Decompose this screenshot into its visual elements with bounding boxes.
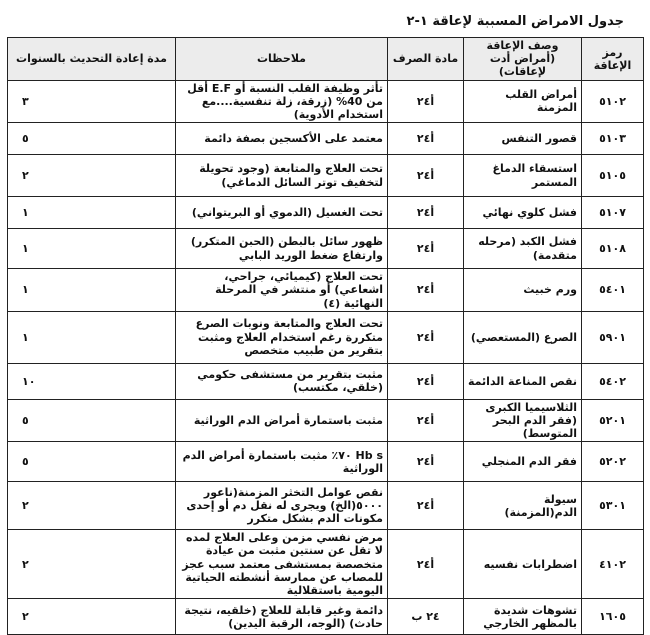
cell-description: فشل الكبد (مرحله متقدمة) [464, 229, 582, 269]
cell-notes: تحت العلاج والمتابعة ونوبات الصرع متكررة رغم استخدام العلاج ومثبت بتقرير من طبيب متخصص [176, 311, 388, 363]
table-row [8, 197, 644, 229]
cell-expense: أ٢٤ [388, 399, 464, 442]
cell-description: الثلاسيميا الكبرى (فقر الدم البحر المتوسط) [464, 399, 582, 442]
cell-years: ١٠ [8, 363, 176, 399]
header-description: وصف الإعاقة (أمراض أدت لإعاقات) [464, 38, 582, 81]
cell-code: ٥١٠٥ [582, 155, 644, 197]
cell-years: ٢ [8, 599, 176, 635]
cell-description: أمراض القلب المزمنة [464, 80, 582, 123]
cell-notes: معتمد على الأكسجين بصفة دائمة [176, 123, 388, 155]
table-header-row [8, 38, 644, 81]
table-row [8, 311, 644, 363]
cell-years: ٢ [8, 530, 176, 599]
cell-description: استسقاء الدماغ المستمر [464, 155, 582, 197]
cell-code: ٥٩٠١ [582, 311, 644, 363]
cell-notes: تأثر وظيفة القلب النسبة أو E.F أقل من 40% (زرقة، زلة تنفسية....مع استخدام الأدوية) [176, 80, 388, 123]
cell-expense: أ٢٤ [388, 80, 464, 123]
header-update-years: مدة إعادة التحديث بالسنوات [8, 38, 176, 81]
table-row [8, 482, 644, 530]
cell-years: ٢ [8, 155, 176, 197]
cell-notes: ظهور سائل بالبطن (الحبن المتكرر) وارتفاع ضغط الوريد البابي [176, 229, 388, 269]
cell-notes: مرض نفسي مزمن وعلى العلاج لمده لا تقل عن سنتين مثبت من عيادة متخصصة بمستشفى معتمد سبب عجز للمصاب عن ممارسة أنشطته الحياتية اليومية باستقلالية [176, 530, 388, 599]
cell-notes: دائمة وغير قابلة للعلاج (خلقيه، نتيجة حادث) (الوجه، الرقبة اليدين) [176, 599, 388, 635]
cell-description: نقص المناعة الدائمة [464, 363, 582, 399]
cell-expense: أ٢٤ [388, 442, 464, 482]
cell-code: ٤١٠٢ [582, 530, 644, 599]
cell-expense: ٢٤ ب [388, 599, 464, 635]
table-row [8, 269, 644, 312]
cell-years: ١ [8, 269, 176, 312]
cell-code: ٥٢٠١ [582, 399, 644, 442]
cell-code: ٥١٠٣ [582, 123, 644, 155]
cell-expense: أ٢٤ [388, 363, 464, 399]
table-body [8, 80, 644, 635]
table-row [8, 530, 644, 599]
cell-code: ٥١٠٨ [582, 229, 644, 269]
header-expense: مادة الصرف [388, 38, 464, 81]
document-title: جدول الامراض المسببة لإعاقة ١-٢ [406, 14, 624, 29]
cell-notes: مثبت باستمارة أمراض الدم الوراثية [176, 399, 388, 442]
cell-expense: أ٢٤ [388, 269, 464, 312]
cell-expense: أ٢٤ [388, 229, 464, 269]
header-code: رمز الإعاقة [582, 38, 644, 81]
cell-code: ٥١٠٢ [582, 80, 644, 123]
cell-description: قصور التنفس [464, 123, 582, 155]
cell-years: ٥ [8, 399, 176, 442]
cell-notes: تحت الغسيل (الدموي أو البريتواني) [176, 197, 388, 229]
cell-code: ٥٣٠١ [582, 482, 644, 530]
cell-expense: أ٢٤ [388, 311, 464, 363]
cell-description: تشوهات شديدة بالمظهر الخارجي [464, 599, 582, 635]
cell-code: ٥٢٠٢ [582, 442, 644, 482]
table-row [8, 599, 644, 635]
cell-notes: مثبت بتقرير من مستشفى حكومي (خلقي، مكتسب) [176, 363, 388, 399]
table-row [8, 123, 644, 155]
cell-description: الصرع (المستعصي) [464, 311, 582, 363]
cell-notes: Hb s ٧٠٪ مثبت باستمارة أمراض الدم الوراثية [176, 442, 388, 482]
disability-diseases-table [7, 37, 644, 635]
table-row [8, 399, 644, 442]
cell-expense: أ٢٤ [388, 530, 464, 599]
cell-notes: تحت العلاج (كيميائي، جراحي، اشعاعي) أو منتشر في المرحلة النهائية (٤) [176, 269, 388, 312]
cell-description: سيولة الدم(المزمنة) [464, 482, 582, 530]
cell-years: ١ [8, 311, 176, 363]
cell-description: اضطرابات نفسيه [464, 530, 582, 599]
cell-description: فشل كلوي نهائي [464, 197, 582, 229]
cell-expense: أ٢٤ [388, 155, 464, 197]
cell-years: ٣ [8, 80, 176, 123]
cell-description: فقر الدم المنجلي [464, 442, 582, 482]
table-row [8, 229, 644, 269]
cell-years: ١ [8, 229, 176, 269]
cell-expense: أ٢٤ [388, 197, 464, 229]
cell-code: ٥١٠٧ [582, 197, 644, 229]
cell-notes: نقص عوامل التخثر المزمنة(ناعور ٥٠٠٠(الخ) ويجرى له نقل دم أو إحدى مكونات الدم بشكل متكرر [176, 482, 388, 530]
cell-expense: أ٢٤ [388, 482, 464, 530]
cell-code: ١٦٠٥ [582, 599, 644, 635]
table-row [8, 442, 644, 482]
cell-code: ٥٤٠١ [582, 269, 644, 312]
cell-expense: أ٢٤ [388, 123, 464, 155]
cell-years: ٢ [8, 482, 176, 530]
header-notes: ملاحظات [176, 38, 388, 81]
cell-notes: تحت العلاج والمتابعة (وجود تحويلة لتخفيف توتر السائل الدماغي) [176, 155, 388, 197]
cell-code: ٥٤٠٢ [582, 363, 644, 399]
table-row [8, 155, 644, 197]
cell-years: ١ [8, 197, 176, 229]
table-row [8, 363, 644, 399]
cell-description: ورم خبيث [464, 269, 582, 312]
cell-years: ٥ [8, 123, 176, 155]
cell-years: ٥ [8, 442, 176, 482]
table-row [8, 80, 644, 123]
